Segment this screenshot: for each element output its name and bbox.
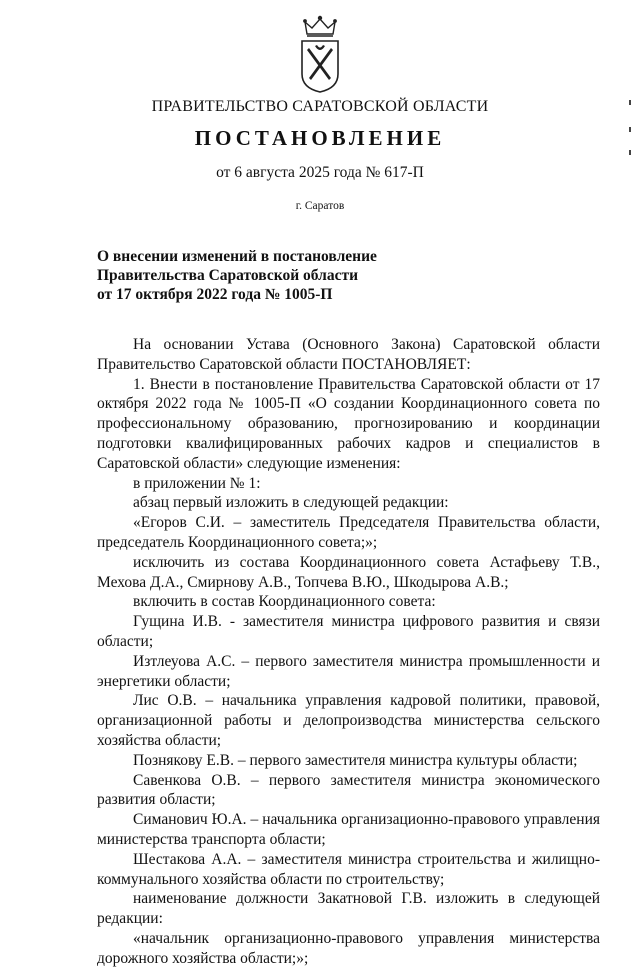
body-paragraph: Лис О.В. – начальника управления кадровой политики, правовой, организационной работы и делопроизводства министерства сельского хозяйства области; (97, 692, 600, 749)
subject-line: Правительства Саратовской области (97, 267, 358, 284)
body-paragraph: исключить из состава Координационного совета Астафьеву Т.В., Мехова Д.А., Смирнову А.В., Топчева В.Ю., Шкодырова А.В.; (97, 553, 600, 591)
body-paragraph: включить в состав Координационного совета: (133, 593, 436, 611)
document-body (97, 335, 600, 969)
crown-icon (304, 17, 336, 37)
subject-line: от 17 октября 2022 года № 1005-П (97, 286, 333, 303)
body-paragraph: 1. Внести в постановление Правительства Саратовской области от 17 октября 2022 года № 1005-П «О создании Координационного совета по профессиональному образованию, прогнозированию и координации подготовки квалифицированных рабочих кадров и специалистов в Саратовской области» следующие изменения: (97, 375, 600, 472)
scan-artifact (629, 100, 631, 105)
body-paragraph: абзац первый изложить в следующей редакции: (133, 494, 449, 512)
body-paragraph: Познякову Е.В. – первого заместителя министра культуры области; (133, 751, 578, 769)
body-paragraph: «Егоров С.И. – заместитель Председателя Правительства области, председатель Координационного совета;»; (97, 514, 600, 551)
body-paragraph: «начальник организационно-правового управления министерства дорожного хозяйства области;»; (97, 929, 600, 967)
body-paragraph: в приложении № 1: (133, 474, 261, 492)
body-paragraph: На основании Устава (Основного Закона) Саратовской области Правительство Саратовской области ПОСТАНОВЛЯЕТ: (97, 336, 600, 373)
sterlets-icon (307, 45, 333, 80)
body-paragraph: Изтлеуова А.С. – первого заместителя министра промышленности и энергетики области; (97, 652, 600, 690)
body-paragraph: Шестакова А.А. – заместителя министра строительства и жилищно-коммунального хозяйства области по строительству; (97, 850, 600, 888)
body-paragraph: Савенкова О.В. – первого заместителя министра экономического развития области; (97, 771, 600, 809)
document-title: ПОСТАНОВЛЕНИЕ (194, 126, 446, 150)
coat-of-arms-emblem (297, 14, 343, 94)
scan-artifact (629, 127, 631, 132)
scan-artifact (629, 150, 631, 155)
document-date-number: от 6 августа 2025 года № 617-П (216, 164, 424, 181)
body-paragraph: Симанович Ю.А. – начальника организационно-правового управления министерства транспорта области; (97, 811, 600, 848)
body-paragraph: Гущина И.В. - заместителя министра цифрового развития и связи области; (97, 613, 600, 650)
subject-line: О внесении изменений в постановление (97, 248, 377, 265)
document-city: г. Саратов (295, 200, 345, 212)
body-paragraph: наименование должности Закатновой Г.В. изложить в следующей редакции: (97, 890, 600, 928)
government-name: ПРАВИТЕЛЬСТВО САРАТОВСКОЙ ОБЛАСТИ (151, 98, 489, 115)
document-subject (97, 247, 427, 304)
